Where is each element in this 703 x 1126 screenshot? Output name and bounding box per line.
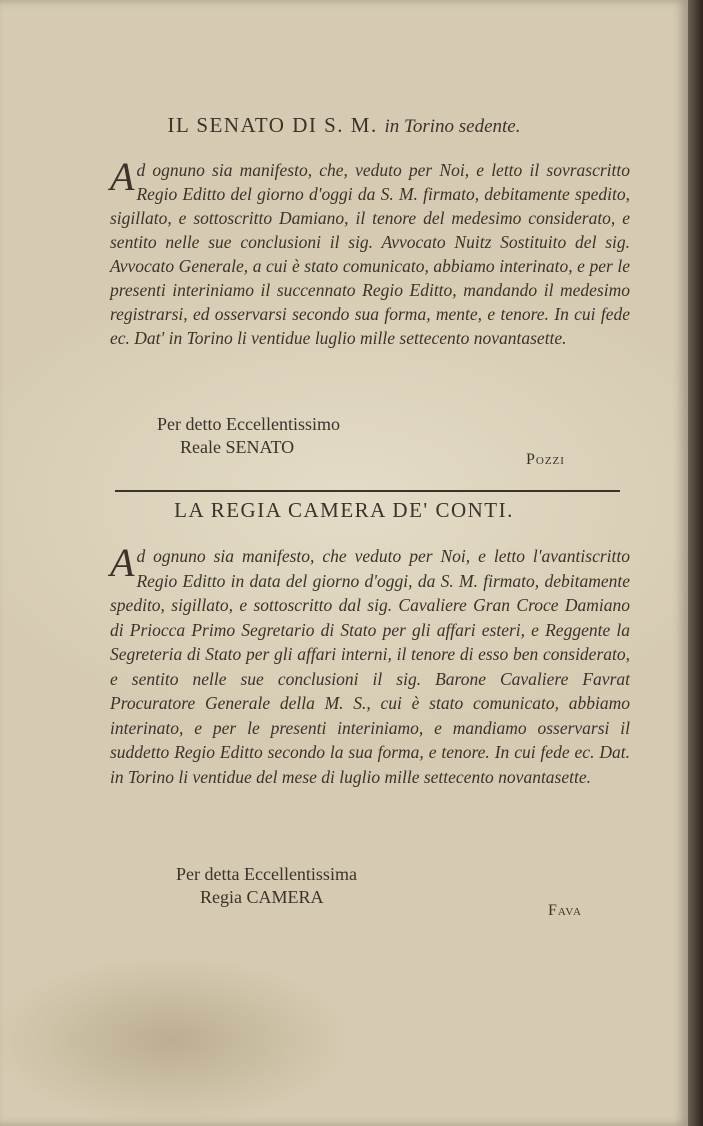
camera-title: LA REGIA CAMERA DE' CONTI. [174,498,514,522]
camera-dropcap: A [110,540,135,585]
camera-sign-line1: Per detta Eccellentissima [176,864,357,884]
senato-sign-line2: Reale SENATO [180,437,295,457]
senato-signer: Pozzi [526,451,565,468]
section-divider [115,490,620,492]
camera-sign-line2: Regia CAMERA [200,887,324,907]
camera-body [110,540,630,789]
book-edge [688,0,703,1126]
camera-heading [0,498,688,523]
senato-title-tail: in Torino sedente. [384,116,521,137]
camera-text: d ognuno sia manifesto, che veduto per Noi, e letto l'avantiscritto Regio Editto in data del giorno d'oggi, da S. M. firmato, debitamente spedito, sigillato, e sottoscritto dal sig. Cavaliere Gran Croce Damiano di Priocca Primo Segretario di Stato per gli affari esteri, e Reggente la Segreteria di Stato per gli affari interni, il tenore di esso ben considerato, e sentito nelle sue conclusioni il sig. Barone Cavaliere Favrat Procuratore Generale della M. S., cui è stato comunicato, abbiamo interinato, e per le presenti interiniamo, e mandiamo osservarsi il suddetto Regio Editto secondo la sua forma, e tenore. In cui fede ec. Dat. in Torino li ventidue del mese di luglio mille settecento novantasette. [110,546,630,787]
senato-title: IL SENATO DI S. M. [167,113,378,137]
camera-signer: Fava [548,902,582,919]
senato-body [110,154,630,350]
senato-heading [0,113,688,138]
senato-sign-line1: Per detto Eccellentissimo [157,414,340,434]
senato-dropcap: A [110,154,135,199]
senato-text: d ognuno sia manifesto, che, veduto per Noi, e letto il sovrascritto Regio Editto del giorno d'oggi da S. M. firmato, debitamente spedito, sigillato, e sottoscritto Damiano, il tenore del medesimo considerato, e sentito nelle sue conclusioni il sig. Avvocato Nuitz Sostituito del sig. Avvocato Generale, a cui è stato comunicato, abbiamo interinato, e per le presenti interiniamo il succennato Regio Editto, mandando il medesimo registrarsi, ed osservarsi secondo sua forma, mente, e tenore. In cui fede ec. Dat' in Torino li ventidue luglio mille settecento novantasette. [110,160,630,348]
